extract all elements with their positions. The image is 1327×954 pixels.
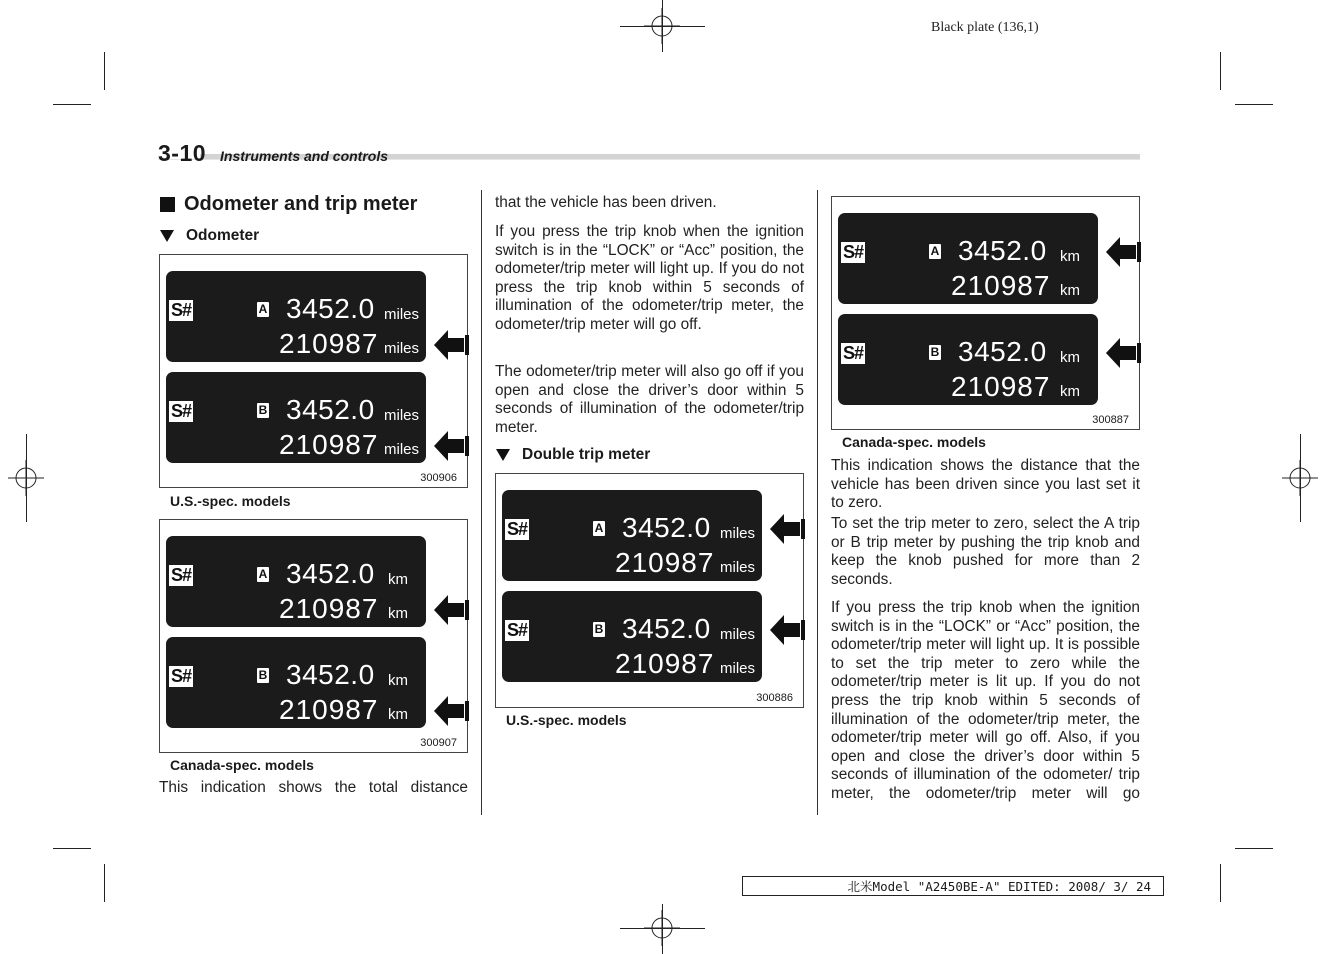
crop-mark (1235, 104, 1273, 105)
pointer-arrow-icon (434, 330, 470, 360)
paragraph: that the vehicle has been driven. (495, 194, 717, 211)
pointer-arrow-icon (1106, 338, 1142, 368)
figure-code: 300887 (1092, 414, 1129, 426)
figure-caption: U.S.-spec. models (506, 712, 627, 728)
figure-code: 300886 (756, 692, 793, 704)
crop-mark (1220, 52, 1221, 90)
crop-mark (620, 928, 705, 929)
figure-caption: Canada-spec. models (842, 434, 986, 450)
triangle-bullet-icon (496, 449, 510, 461)
edit-stamp: 北米Model "A2450BE-A" EDITED: 2008/ 3/ 24 (742, 876, 1164, 896)
paragraph: The odometer/trip meter will also go off if you open and close the driver’s door within 5 seconds of illumination of the odometer/trip meter. (495, 363, 804, 436)
pointer-arrow-icon (434, 696, 470, 726)
figure-odometer-canada (159, 519, 468, 753)
section-title: Instruments and controls (220, 148, 389, 164)
crop-mark (53, 104, 91, 105)
column-divider (481, 190, 482, 815)
crop-mark (1220, 864, 1221, 902)
crop-mark (104, 864, 105, 902)
crop-mark (104, 52, 105, 90)
meter-display: S# B 3452.0 miles 210987 miles (166, 372, 426, 463)
triangle-bullet-icon (160, 230, 174, 242)
pointer-arrow-icon (434, 595, 470, 625)
plate-label: Black plate (136,1) (931, 20, 1039, 35)
pointer-arrow-icon (770, 514, 806, 544)
crop-mark (53, 848, 91, 849)
meter-display: S# B 3452.0 km 210987 km (166, 637, 426, 728)
meter-display: S# B 3452.0 miles 210987 miles (502, 591, 762, 682)
meter-display: S# A 3452.0 miles 210987 miles (166, 271, 426, 362)
meter-display: S# A 3452.0 km 210987 km (838, 213, 1098, 304)
figure-caption: U.S.-spec. models (170, 493, 291, 509)
column-divider (817, 190, 818, 815)
paragraph: This indication shows the total distance (159, 779, 468, 796)
figure-code: 300907 (420, 737, 457, 749)
page-number: 3-10 (158, 140, 207, 166)
figure-caption: Canada-spec. models (170, 757, 314, 773)
crop-mark (620, 26, 705, 27)
pointer-arrow-icon (434, 431, 470, 461)
crop-mark (1300, 434, 1301, 522)
paragraph: If you press the trip knob when the ignition switch is in the “LOCK” or “Acc” position, the odometer/trip meter will light up. If you do not press the trip knob within 5 seconds of illumination of the odometer/trip meter, the odometer/trip meter will go off. (495, 223, 804, 333)
meter-display: S# B 3452.0 km 210987 km (838, 314, 1098, 405)
section-heading: Odometer and trip meter (160, 193, 417, 216)
pointer-arrow-icon (1106, 237, 1142, 267)
subheading-odometer: Odometer (160, 227, 259, 245)
figure-trip-us (495, 473, 804, 708)
paragraph: This indication shows the distance that the vehicle has been driven since you last set it to zero. (831, 457, 1140, 512)
meter-display: S# A 3452.0 km 210987 km (166, 536, 426, 627)
pointer-arrow-icon (770, 615, 806, 645)
paragraph: If you press the trip knob when the ignition switch is in the “LOCK” or “Acc” position, the odometer/trip meter will light up. It is possible to set the trip meter to zero while the odometer/trip meter is lit up. If you do not press the trip knob within 5 seconds of illumination of the odometer/trip meter, the odometer/trip meter will go off. Also, if you open and close the driver’s door within 5 seconds of illumination of the odometer/ trip meter, the odometer/trip meter will go (831, 599, 1140, 802)
subheading-double-trip: Double trip meter (496, 446, 650, 464)
square-bullet-icon (160, 197, 175, 212)
crop-mark (1235, 848, 1273, 849)
figure-odometer-us (159, 254, 468, 488)
crop-mark (662, 904, 663, 954)
paragraph: To set the trip meter to zero, select the A trip or B trip meter by pushing the trip knob and keep the knob pushed for more than 2 seconds. (831, 515, 1140, 588)
meter-display: S# A 3452.0 miles 210987 miles (502, 490, 762, 581)
figure-trip-canada (831, 196, 1140, 430)
crop-mark (26, 434, 27, 522)
figure-code: 300906 (420, 472, 457, 484)
